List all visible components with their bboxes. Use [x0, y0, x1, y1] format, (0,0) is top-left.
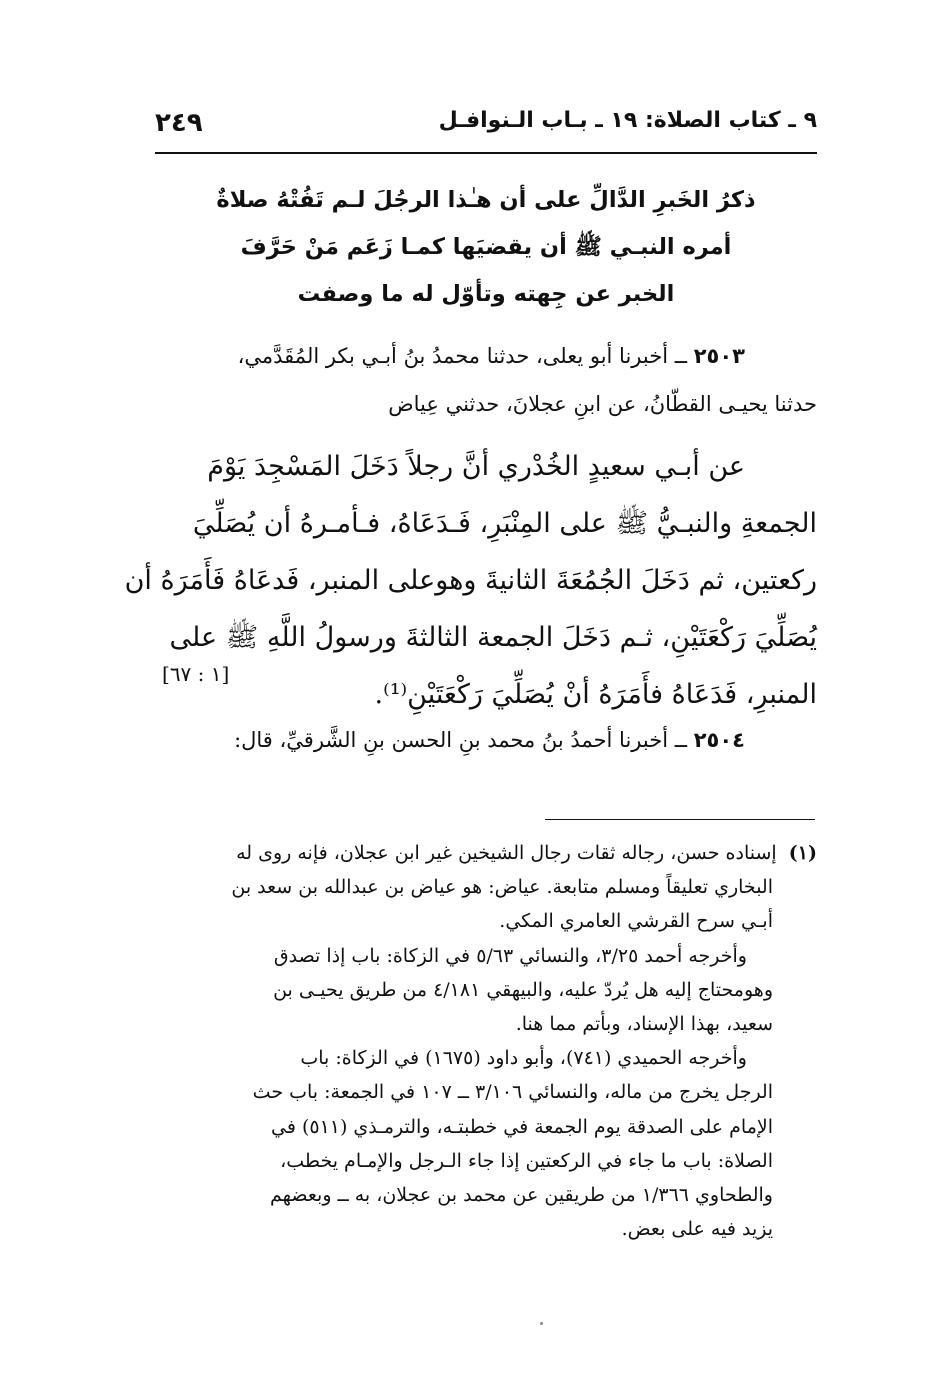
- hadith-2503-isnad: [155, 332, 817, 428]
- footnote-line: البخاري تعليقاً ومسلم متابعة. عياض: هو عياض بن عبدالله بن سعد بن: [231, 876, 773, 899]
- hadith-2503-matn: [124, 438, 817, 723]
- matn-line: الجمعةِ والنبـيُّ ﷺ على المِنْبَرِ، فَـدَعَاهُ، فـأمـرهُ أن يُصَلِّيَ: [192, 508, 817, 539]
- footnote-line: وهومحتاج إليه هل يُردّ عليه، والبيهقي ٤/١٨١ من طريق يحيـى بن: [273, 978, 773, 1001]
- matn-line: يُصَلِّيَ رَكْعَتَيْنِ، ثـم دَخَلَ الجمعة الثالثةَ ورسولُ اللَّهِ ﷺ على: [169, 622, 817, 653]
- footnote-line: سعيد، بهذا الإسناد، وبأتم مما هنا.: [515, 1013, 773, 1036]
- heading-line: الخبر عن جِهته وتأوّل له ما وصفت: [297, 281, 675, 307]
- hadith-2504-isnad: [155, 718, 817, 762]
- isnad-line: [155, 718, 817, 762]
- isnad-text: ــ أخبرنا أحمدُ بنُ محمد بنِ الحسن بنِ الشَّرقيِّ، قال:: [234, 728, 688, 752]
- matn-line: عن أبـي سعيدٍ الخُدْري أنَّ رجلاً دَخَلَ المَسْجِدَ يَوْمَ: [207, 451, 745, 482]
- footnote-line: والطحاوي ١/٣٦٦ من طريقين عن محمد بن عجلان، به ــ وبعضهم: [269, 1184, 773, 1207]
- chapter-heading: [155, 177, 817, 318]
- footnotes: [155, 836, 817, 1246]
- footnote-line: [155, 836, 817, 870]
- heading-line: ذكرُ الخَبرِ الدَّالِّ على أن هـٰذا الرجُلَ لـم تَفُتْهُ صلاةٌ: [216, 187, 756, 213]
- hadith-number: ٢٥٠٤: [693, 728, 745, 752]
- footnote-line: وأخرجه أحمد ٣/٢٥، والنسائي ٥/٦٣ في الزكاة: باب إذا تصدق: [273, 944, 747, 967]
- running-title: ٩ ـ كتاب الصلاة: ١٩ ـ بـاب الـنوافـل: [438, 108, 817, 133]
- footnote-marker: (١): [788, 842, 817, 864]
- isnad-line: [155, 332, 817, 380]
- scan-speck: [540, 1322, 543, 1325]
- footnote-line: الإمام على الصدقة يوم الجمعة في خطبتـه، والترمـذي (٥١١) في: [270, 1115, 773, 1138]
- header-rule: [155, 152, 817, 154]
- footnote-line: وأخرجه الحميدي (٧٤١)، وأبو داود (١٦٧٥) في الزكاة: باب: [300, 1047, 747, 1070]
- page-number: ٢٤٩: [155, 108, 203, 138]
- footnote-line: الرجل يخرج من ماله، والنسائي ٣/١٠٦ ــ ١٠٧ في الجمعة: باب حث: [252, 1081, 773, 1104]
- footnote-line: الصلاة: باب ما جاء في الركعتين إذا جاء الـرجل والإمـام يخطب،: [280, 1149, 773, 1172]
- isnad-text: ــ أخبرنا أبو يعلى، حدثنا محمدُ بنُ أبـي بكر المُقَدَّمي،: [237, 344, 688, 368]
- cross-reference: [١ : ٦٧]: [162, 662, 230, 686]
- footnote-line: أبـي سرح القرشي العامري المكي.: [499, 910, 773, 933]
- footnote-line: يزيد فيه على بعض.: [621, 1218, 773, 1241]
- heading-line: أمره النبـي ﷺ أن يقضيَها كمـا زَعَم مَنْ حَرَّفَ: [240, 234, 732, 260]
- matn-line: ركعتين، ثم دَخَلَ الجُمُعَةَ الثانيةَ وهوعلى المنبر، فَدعَاهُ فَأَمَرَهُ أن: [124, 565, 817, 596]
- footnote-text: إسناده حسن، رجاله ثقات رجال الشيخين غير ابن عجلان، فإنه روى له: [236, 842, 777, 864]
- matn-line: المنبرِ، فَدَعَاهُ فأَمَرَهُ أنْ يُصَلِّيَ رَكْعَتَيْنِ⁽¹⁾.: [374, 679, 817, 710]
- footnote-rule: [545, 819, 815, 820]
- hadith-number: ٢٥٠٣: [693, 344, 745, 368]
- page-header: [155, 108, 817, 150]
- isnad-line: حدثنا يحيـى القطّانُ، عن ابنِ عجلانَ، حدثني عِياض: [388, 392, 817, 416]
